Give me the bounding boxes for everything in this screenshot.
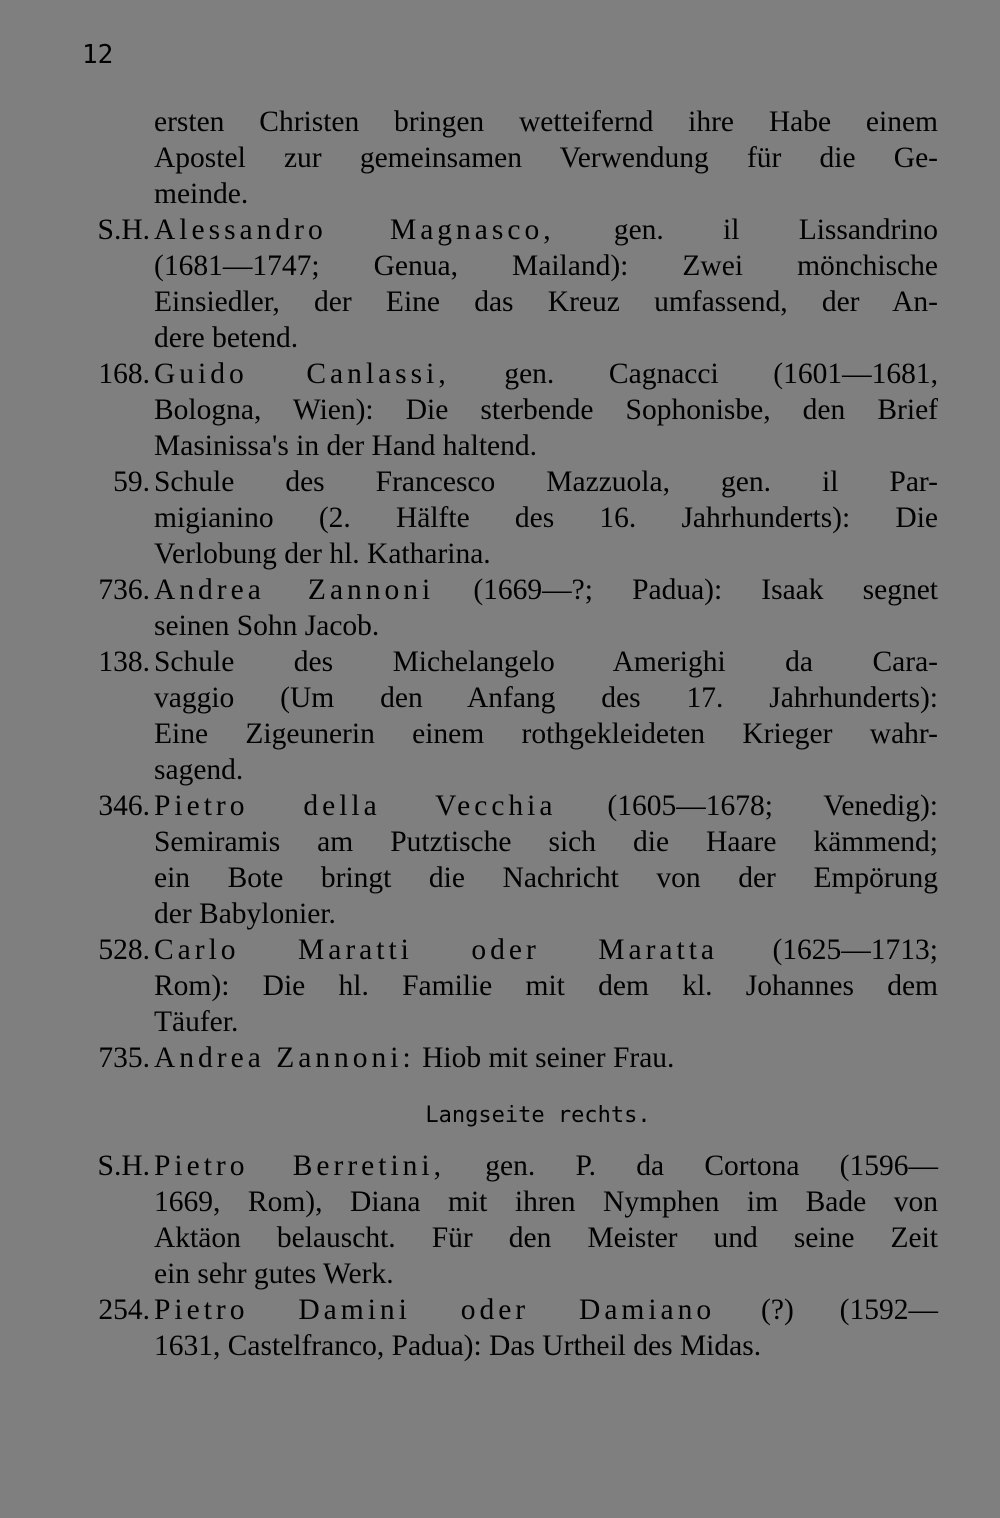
text-line bbox=[154, 1292, 938, 1328]
text-line: ersten Christen bringen wetteifernd ihre Habe einem bbox=[154, 106, 938, 138]
text-fragment: (?) (1592— bbox=[761, 1294, 938, 1326]
text-line bbox=[154, 356, 938, 392]
text-line bbox=[154, 788, 938, 824]
catalog-number: 346. bbox=[98, 790, 150, 822]
catalog-entries-right-wall bbox=[78, 1148, 938, 1364]
entry-text bbox=[154, 1148, 938, 1292]
page-content bbox=[78, 104, 938, 1364]
text-fragment: gen. P. da Cortona (1596— bbox=[485, 1150, 939, 1182]
text-fragment: Hiob mit seiner Frau. bbox=[422, 1042, 675, 1074]
entry-text bbox=[154, 572, 938, 644]
text-line: Täufer. bbox=[154, 1006, 239, 1038]
catalog-number: 736. bbox=[98, 574, 150, 606]
artist-name: Pietro Damini oder Damiano bbox=[154, 1294, 716, 1326]
text-line: Aktäon belauscht. Für den Meister und seine Zeit bbox=[154, 1222, 938, 1254]
artist-name: Andrea Zannoni: bbox=[154, 1042, 415, 1074]
text-line: Verlobung der hl. Katharina. bbox=[154, 538, 491, 570]
entry-text bbox=[154, 356, 938, 464]
artist-name: Guido Canlassi, bbox=[154, 358, 450, 390]
text-line: vaggio (Um den Anfang des 17. Jahrhunderts): bbox=[154, 682, 938, 714]
text-line: migianino (2. Hälfte des 16. Jahrhunderts): Die bbox=[154, 502, 938, 534]
catalog-entry bbox=[78, 212, 938, 356]
text-line: sagend. bbox=[154, 754, 244, 786]
text-line: Semiramis am Putztische sich die Haare kämmend; bbox=[154, 826, 938, 858]
entry-text bbox=[154, 644, 938, 788]
text-line: (1681—1747; Genua, Mailand): Zwei mönchische bbox=[154, 250, 938, 282]
text-fragment: (1625—1713; bbox=[772, 934, 939, 966]
catalog-entry bbox=[78, 464, 938, 572]
text-fragment: gen. il Lissandrino bbox=[613, 214, 938, 246]
catalog-number: 168. bbox=[98, 358, 150, 390]
catalog-entry bbox=[78, 1148, 938, 1292]
text-line: Bologna, Wien): Die sterbende Sophonisbe, den Brief bbox=[154, 394, 938, 426]
text-line bbox=[154, 932, 938, 968]
text-line: der Babylonier. bbox=[154, 898, 336, 930]
text-line: 1669, Rom), Diana mit ihren Nymphen im Bade von bbox=[154, 1186, 938, 1218]
text-fragment: (1669—?; Padua): Isaak segnet bbox=[473, 574, 938, 606]
text-line: Schule des Francesco Mazzuola, gen. il Par- bbox=[154, 466, 938, 498]
artist-name: Pietro Berretini, bbox=[154, 1150, 445, 1182]
text-line: Apostel zur gemeinsamen Verwendung für die Ge- bbox=[154, 142, 938, 174]
text-fragment: (1605—1678; Venedig): bbox=[607, 790, 938, 822]
text-line: ein Bote bringt die Nachricht von der Empörung bbox=[154, 862, 938, 894]
catalog-number: 254. bbox=[98, 1294, 150, 1326]
text-line: Eine Zigeunerin einem rothgekleideten Krieger wahr- bbox=[154, 718, 938, 750]
catalog-number: S.H. bbox=[97, 214, 150, 246]
catalog-entries bbox=[78, 212, 938, 1076]
artist-name: Andrea Zannoni bbox=[154, 574, 435, 606]
catalog-number: 528. bbox=[98, 934, 150, 966]
text-fragment: gen. Cagnacci (1601—1681, bbox=[504, 358, 938, 390]
entry-text bbox=[154, 788, 938, 932]
entry-text bbox=[154, 1040, 938, 1076]
catalog-entry bbox=[78, 788, 938, 932]
text-line: meinde. bbox=[154, 178, 249, 210]
catalog-entry bbox=[78, 572, 938, 644]
catalog-entry bbox=[78, 356, 938, 464]
text-line bbox=[154, 212, 938, 248]
text-line: dere betend. bbox=[154, 322, 299, 354]
catalog-entry bbox=[78, 1040, 938, 1076]
artist-name: Pietro della Vecchia bbox=[154, 790, 557, 822]
text-line bbox=[154, 1148, 938, 1184]
text-line: Masinissa's in der Hand haltend. bbox=[154, 430, 538, 462]
catalog-entry bbox=[78, 1292, 938, 1364]
entry-text bbox=[154, 1292, 938, 1364]
intro-paragraph bbox=[78, 104, 938, 212]
text-line: seinen Sohn Jacob. bbox=[154, 610, 380, 642]
catalog-number: S.H. bbox=[97, 1150, 150, 1182]
text-line: Rom): Die hl. Familie mit dem kl. Johannes dem bbox=[154, 970, 938, 1002]
text-line: Einsiedler, der Eine das Kreuz umfassend, der An- bbox=[154, 286, 938, 318]
section-heading: Langseite rechts. bbox=[425, 1103, 651, 1128]
entry-text bbox=[154, 932, 938, 1040]
artist-name: Carlo Maratti oder Maratta bbox=[154, 934, 718, 966]
catalog-entry bbox=[78, 932, 938, 1040]
catalog-number: 138. bbox=[98, 646, 150, 678]
catalog-entry bbox=[78, 644, 938, 788]
artist-name: Alessandro Magnasco, bbox=[154, 214, 555, 246]
catalog-number: 59. bbox=[113, 466, 150, 498]
text-line: Schule des Michelangelo Amerighi da Cara- bbox=[154, 646, 938, 678]
text-line bbox=[154, 1040, 938, 1076]
entry-text bbox=[154, 464, 938, 572]
entry-text bbox=[154, 212, 938, 356]
text-line bbox=[154, 572, 938, 608]
page-number: 12 bbox=[82, 40, 114, 70]
catalog-number: 735. bbox=[98, 1042, 150, 1074]
text-line: 1631, Castelfranco, Padua): Das Urtheil des Midas. bbox=[154, 1330, 762, 1362]
text-line: ein sehr gutes Werk. bbox=[154, 1258, 394, 1290]
